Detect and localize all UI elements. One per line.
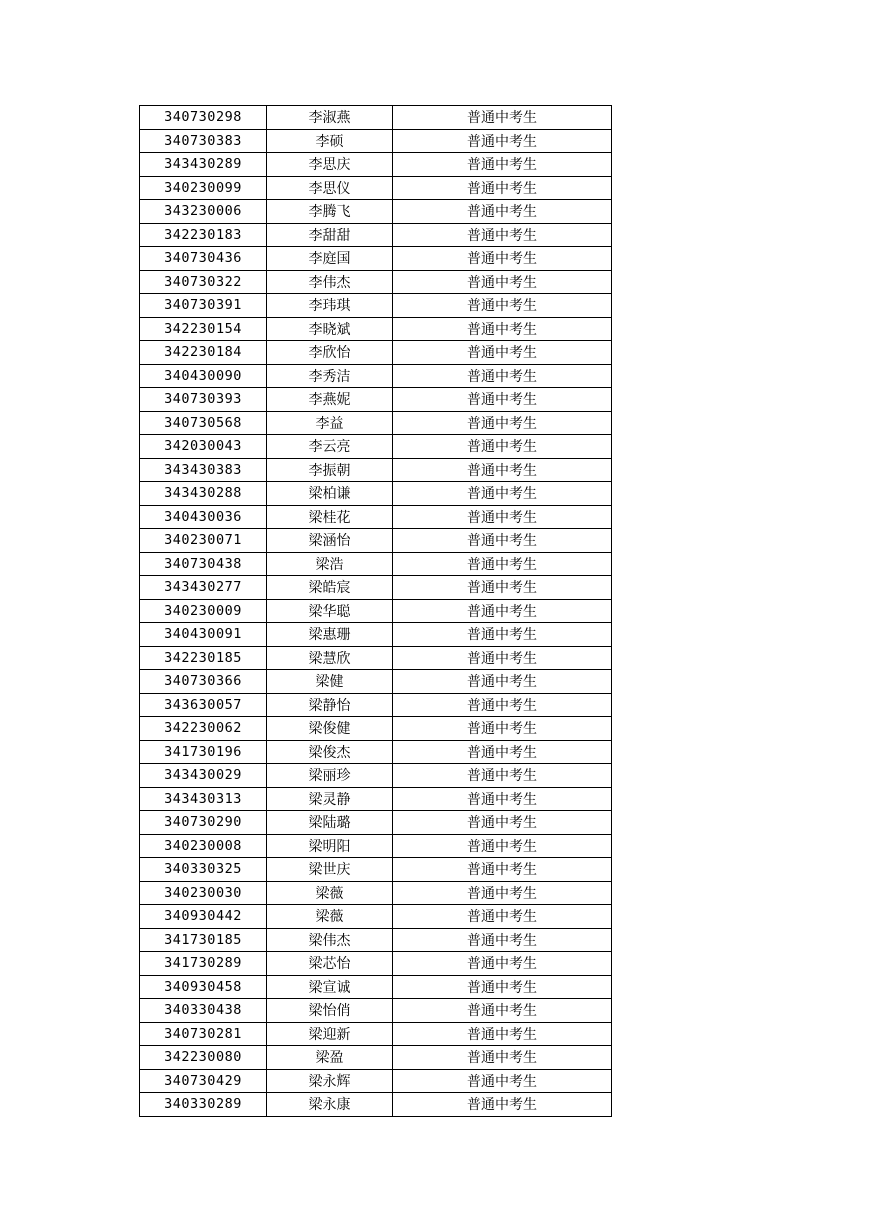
table-row bbox=[140, 787, 612, 811]
student-name-cell: 梁永辉 bbox=[267, 1069, 393, 1093]
student-name-cell: 李云亮 bbox=[267, 435, 393, 459]
candidate-type-cell: 普通中考生 bbox=[393, 388, 612, 412]
student-name-cell: 李思仪 bbox=[267, 176, 393, 200]
student-name-cell: 梁陆璐 bbox=[267, 811, 393, 835]
exam-number-cell: 342230184 bbox=[140, 341, 267, 365]
exam-number-cell: 340230099 bbox=[140, 176, 267, 200]
student-name-cell: 李玮琪 bbox=[267, 294, 393, 318]
exam-number-cell: 340330438 bbox=[140, 999, 267, 1023]
exam-number-cell: 340430036 bbox=[140, 505, 267, 529]
candidate-type-cell: 普通中考生 bbox=[393, 740, 612, 764]
table-row bbox=[140, 693, 612, 717]
candidate-type-cell: 普通中考生 bbox=[393, 975, 612, 999]
exam-number-cell: 340230030 bbox=[140, 881, 267, 905]
exam-number-cell: 340730322 bbox=[140, 270, 267, 294]
candidate-type-cell: 普通中考生 bbox=[393, 529, 612, 553]
student-name-cell: 梁怡俏 bbox=[267, 999, 393, 1023]
candidate-type-cell: 普通中考生 bbox=[393, 858, 612, 882]
exam-number-cell: 341730289 bbox=[140, 952, 267, 976]
exam-number-cell: 343430383 bbox=[140, 458, 267, 482]
table-row bbox=[140, 599, 612, 623]
candidate-type-cell: 普通中考生 bbox=[393, 106, 612, 130]
table-row bbox=[140, 764, 612, 788]
candidate-type-cell: 普通中考生 bbox=[393, 905, 612, 929]
student-name-cell: 梁宣诚 bbox=[267, 975, 393, 999]
table-row bbox=[140, 176, 612, 200]
student-name-cell: 李腾飞 bbox=[267, 200, 393, 224]
table-row bbox=[140, 411, 612, 435]
exam-number-cell: 340730438 bbox=[140, 552, 267, 576]
student-table-body bbox=[140, 106, 612, 1117]
table-row bbox=[140, 834, 612, 858]
candidate-type-cell: 普通中考生 bbox=[393, 928, 612, 952]
candidate-type-cell: 普通中考生 bbox=[393, 505, 612, 529]
table-row bbox=[140, 717, 612, 741]
candidate-type-cell: 普通中考生 bbox=[393, 1022, 612, 1046]
student-name-cell: 李振朝 bbox=[267, 458, 393, 482]
exam-number-cell: 342230154 bbox=[140, 317, 267, 341]
table-row bbox=[140, 1093, 612, 1117]
student-name-cell: 梁涵怡 bbox=[267, 529, 393, 553]
exam-number-cell: 342230080 bbox=[140, 1046, 267, 1070]
candidate-type-cell: 普通中考生 bbox=[393, 670, 612, 694]
table-row bbox=[140, 670, 612, 694]
table-row bbox=[140, 106, 612, 130]
table-row bbox=[140, 482, 612, 506]
exam-number-cell: 340230071 bbox=[140, 529, 267, 553]
student-name-cell: 李硕 bbox=[267, 129, 393, 153]
table-row bbox=[140, 552, 612, 576]
candidate-type-cell: 普通中考生 bbox=[393, 153, 612, 177]
table-row bbox=[140, 1069, 612, 1093]
student-name-cell: 梁灵静 bbox=[267, 787, 393, 811]
student-name-cell: 梁伟杰 bbox=[267, 928, 393, 952]
table-row bbox=[140, 129, 612, 153]
student-name-cell: 梁迎新 bbox=[267, 1022, 393, 1046]
table-row bbox=[140, 811, 612, 835]
exam-number-cell: 342230183 bbox=[140, 223, 267, 247]
exam-number-cell: 342030043 bbox=[140, 435, 267, 459]
candidate-type-cell: 普通中考生 bbox=[393, 787, 612, 811]
table-row bbox=[140, 341, 612, 365]
table-row bbox=[140, 317, 612, 341]
candidate-type-cell: 普通中考生 bbox=[393, 1046, 612, 1070]
exam-number-cell: 343230006 bbox=[140, 200, 267, 224]
candidate-type-cell: 普通中考生 bbox=[393, 176, 612, 200]
student-name-cell: 梁柏谦 bbox=[267, 482, 393, 506]
student-name-cell: 李甜甜 bbox=[267, 223, 393, 247]
student-table bbox=[139, 105, 612, 1117]
candidate-type-cell: 普通中考生 bbox=[393, 223, 612, 247]
exam-number-cell: 343430288 bbox=[140, 482, 267, 506]
student-name-cell: 李庭国 bbox=[267, 247, 393, 271]
table-row bbox=[140, 999, 612, 1023]
table-row bbox=[140, 200, 612, 224]
student-name-cell: 梁俊健 bbox=[267, 717, 393, 741]
table-row bbox=[140, 270, 612, 294]
student-name-cell: 李秀洁 bbox=[267, 364, 393, 388]
table-row bbox=[140, 576, 612, 600]
student-name-cell: 李淑燕 bbox=[267, 106, 393, 130]
student-name-cell: 梁惠珊 bbox=[267, 623, 393, 647]
student-name-cell: 梁世庆 bbox=[267, 858, 393, 882]
candidate-type-cell: 普通中考生 bbox=[393, 881, 612, 905]
exam-number-cell: 340730281 bbox=[140, 1022, 267, 1046]
table-row bbox=[140, 364, 612, 388]
table-row bbox=[140, 505, 612, 529]
table-row bbox=[140, 153, 612, 177]
candidate-type-cell: 普通中考生 bbox=[393, 129, 612, 153]
candidate-type-cell: 普通中考生 bbox=[393, 294, 612, 318]
exam-number-cell: 340730568 bbox=[140, 411, 267, 435]
table-row bbox=[140, 247, 612, 271]
candidate-type-cell: 普通中考生 bbox=[393, 341, 612, 365]
table-row bbox=[140, 388, 612, 412]
student-name-cell: 李思庆 bbox=[267, 153, 393, 177]
exam-number-cell: 340730429 bbox=[140, 1069, 267, 1093]
candidate-type-cell: 普通中考生 bbox=[393, 999, 612, 1023]
exam-number-cell: 343430029 bbox=[140, 764, 267, 788]
table-row bbox=[140, 975, 612, 999]
student-name-cell: 梁永康 bbox=[267, 1093, 393, 1117]
student-name-cell: 梁浩 bbox=[267, 552, 393, 576]
exam-number-cell: 340730298 bbox=[140, 106, 267, 130]
candidate-type-cell: 普通中考生 bbox=[393, 811, 612, 835]
exam-number-cell: 343430289 bbox=[140, 153, 267, 177]
exam-number-cell: 343630057 bbox=[140, 693, 267, 717]
candidate-type-cell: 普通中考生 bbox=[393, 364, 612, 388]
exam-number-cell: 340930442 bbox=[140, 905, 267, 929]
table-row bbox=[140, 529, 612, 553]
student-name-cell: 梁丽珍 bbox=[267, 764, 393, 788]
candidate-type-cell: 普通中考生 bbox=[393, 576, 612, 600]
exam-number-cell: 340430091 bbox=[140, 623, 267, 647]
exam-number-cell: 340730391 bbox=[140, 294, 267, 318]
student-name-cell: 梁薇 bbox=[267, 905, 393, 929]
table-row bbox=[140, 928, 612, 952]
table-row bbox=[140, 881, 612, 905]
student-name-cell: 梁薇 bbox=[267, 881, 393, 905]
exam-number-cell: 340730383 bbox=[140, 129, 267, 153]
table-row bbox=[140, 646, 612, 670]
candidate-type-cell: 普通中考生 bbox=[393, 1069, 612, 1093]
table-row bbox=[140, 952, 612, 976]
exam-number-cell: 340330325 bbox=[140, 858, 267, 882]
candidate-type-cell: 普通中考生 bbox=[393, 458, 612, 482]
exam-number-cell: 340330289 bbox=[140, 1093, 267, 1117]
student-name-cell: 梁桂花 bbox=[267, 505, 393, 529]
table-row bbox=[140, 458, 612, 482]
student-name-cell: 李益 bbox=[267, 411, 393, 435]
student-name-cell: 梁健 bbox=[267, 670, 393, 694]
candidate-type-cell: 普通中考生 bbox=[393, 717, 612, 741]
student-name-cell: 梁慧欣 bbox=[267, 646, 393, 670]
student-name-cell: 梁明阳 bbox=[267, 834, 393, 858]
student-name-cell: 梁盈 bbox=[267, 1046, 393, 1070]
student-name-cell: 李欣怡 bbox=[267, 341, 393, 365]
student-name-cell: 李燕妮 bbox=[267, 388, 393, 412]
table-row bbox=[140, 740, 612, 764]
table-row bbox=[140, 1046, 612, 1070]
table-row bbox=[140, 1022, 612, 1046]
candidate-type-cell: 普通中考生 bbox=[393, 1093, 612, 1117]
candidate-type-cell: 普通中考生 bbox=[393, 764, 612, 788]
exam-number-cell: 342230185 bbox=[140, 646, 267, 670]
candidate-type-cell: 普通中考生 bbox=[393, 834, 612, 858]
candidate-type-cell: 普通中考生 bbox=[393, 200, 612, 224]
candidate-type-cell: 普通中考生 bbox=[393, 482, 612, 506]
student-name-cell: 梁芯怡 bbox=[267, 952, 393, 976]
student-name-cell: 梁华聪 bbox=[267, 599, 393, 623]
candidate-type-cell: 普通中考生 bbox=[393, 952, 612, 976]
table-row bbox=[140, 223, 612, 247]
roster-sheet bbox=[139, 105, 612, 1117]
exam-number-cell: 340230009 bbox=[140, 599, 267, 623]
exam-number-cell: 340230008 bbox=[140, 834, 267, 858]
candidate-type-cell: 普通中考生 bbox=[393, 693, 612, 717]
exam-number-cell: 342230062 bbox=[140, 717, 267, 741]
candidate-type-cell: 普通中考生 bbox=[393, 646, 612, 670]
exam-number-cell: 340730366 bbox=[140, 670, 267, 694]
table-row bbox=[140, 623, 612, 647]
student-name-cell: 李伟杰 bbox=[267, 270, 393, 294]
candidate-type-cell: 普通中考生 bbox=[393, 435, 612, 459]
table-row bbox=[140, 905, 612, 929]
exam-number-cell: 340730290 bbox=[140, 811, 267, 835]
exam-number-cell: 340730393 bbox=[140, 388, 267, 412]
table-row bbox=[140, 858, 612, 882]
candidate-type-cell: 普通中考生 bbox=[393, 317, 612, 341]
exam-number-cell: 343430277 bbox=[140, 576, 267, 600]
student-name-cell: 梁俊杰 bbox=[267, 740, 393, 764]
student-name-cell: 李晓斌 bbox=[267, 317, 393, 341]
student-name-cell: 梁皓宸 bbox=[267, 576, 393, 600]
exam-number-cell: 343430313 bbox=[140, 787, 267, 811]
table-row bbox=[140, 294, 612, 318]
candidate-type-cell: 普通中考生 bbox=[393, 270, 612, 294]
exam-number-cell: 341730185 bbox=[140, 928, 267, 952]
exam-number-cell: 340930458 bbox=[140, 975, 267, 999]
table-row bbox=[140, 435, 612, 459]
candidate-type-cell: 普通中考生 bbox=[393, 623, 612, 647]
student-name-cell: 梁静怡 bbox=[267, 693, 393, 717]
candidate-type-cell: 普通中考生 bbox=[393, 599, 612, 623]
candidate-type-cell: 普通中考生 bbox=[393, 247, 612, 271]
exam-number-cell: 341730196 bbox=[140, 740, 267, 764]
candidate-type-cell: 普通中考生 bbox=[393, 552, 612, 576]
exam-number-cell: 340730436 bbox=[140, 247, 267, 271]
candidate-type-cell: 普通中考生 bbox=[393, 411, 612, 435]
exam-number-cell: 340430090 bbox=[140, 364, 267, 388]
